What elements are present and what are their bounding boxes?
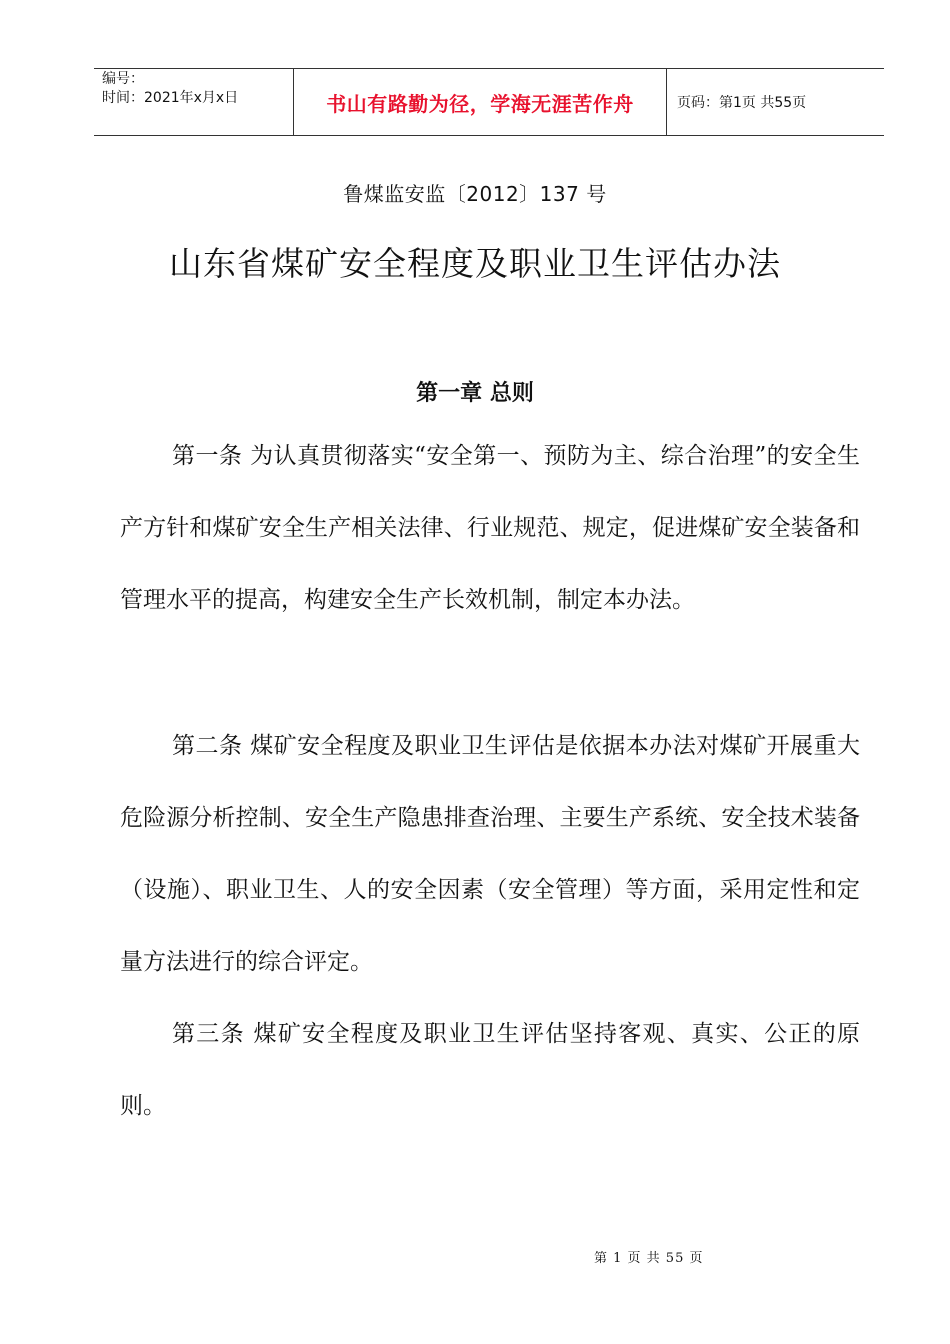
header-page-info: 页码：第1页 共55页 — [677, 95, 807, 111]
page-header — [94, 68, 884, 136]
chapter-heading: 第一章 总则 — [416, 381, 534, 406]
number-label: 编号： — [102, 71, 144, 87]
document-number: 鲁煤监安监〔2012〕137 号 — [343, 182, 607, 206]
article-2: 第二条 煤矿安全程度及职业卫生评估是依据本办法对煤矿开展重大危险源分析控制、安全生产隐患排查治理、主要生产系统、安全技术装备（设施）、职业卫生、人的安全因素（安全管理）等方面，采用定性和定量方法进行的综合评定。 — [120, 733, 860, 975]
document-title: 山东省煤矿安全程度及职业卫生评估办法 — [169, 244, 781, 283]
page-footer: 第 1 页 共 55 页 — [594, 1251, 704, 1266]
article-1: 第一条 为认真贯彻落实“安全第一、预防为主、综合治理”的安全生产方针和煤矿安全生产相关法律、行业规范、规定，促进煤矿安全装备和管理水平的提高，构建安全生产长效机制，制定本办法。 — [120, 443, 860, 613]
time-label: 时间：2021年x月x日 — [102, 90, 239, 106]
header-motto: 书山有路勤为径，学海无涯苦作舟 — [294, 69, 667, 135]
header-meta-cell — [94, 69, 294, 135]
article-3: 第三条 煤矿安全程度及职业卫生评估坚持客观、真实、公正的原则。 — [120, 1021, 860, 1119]
